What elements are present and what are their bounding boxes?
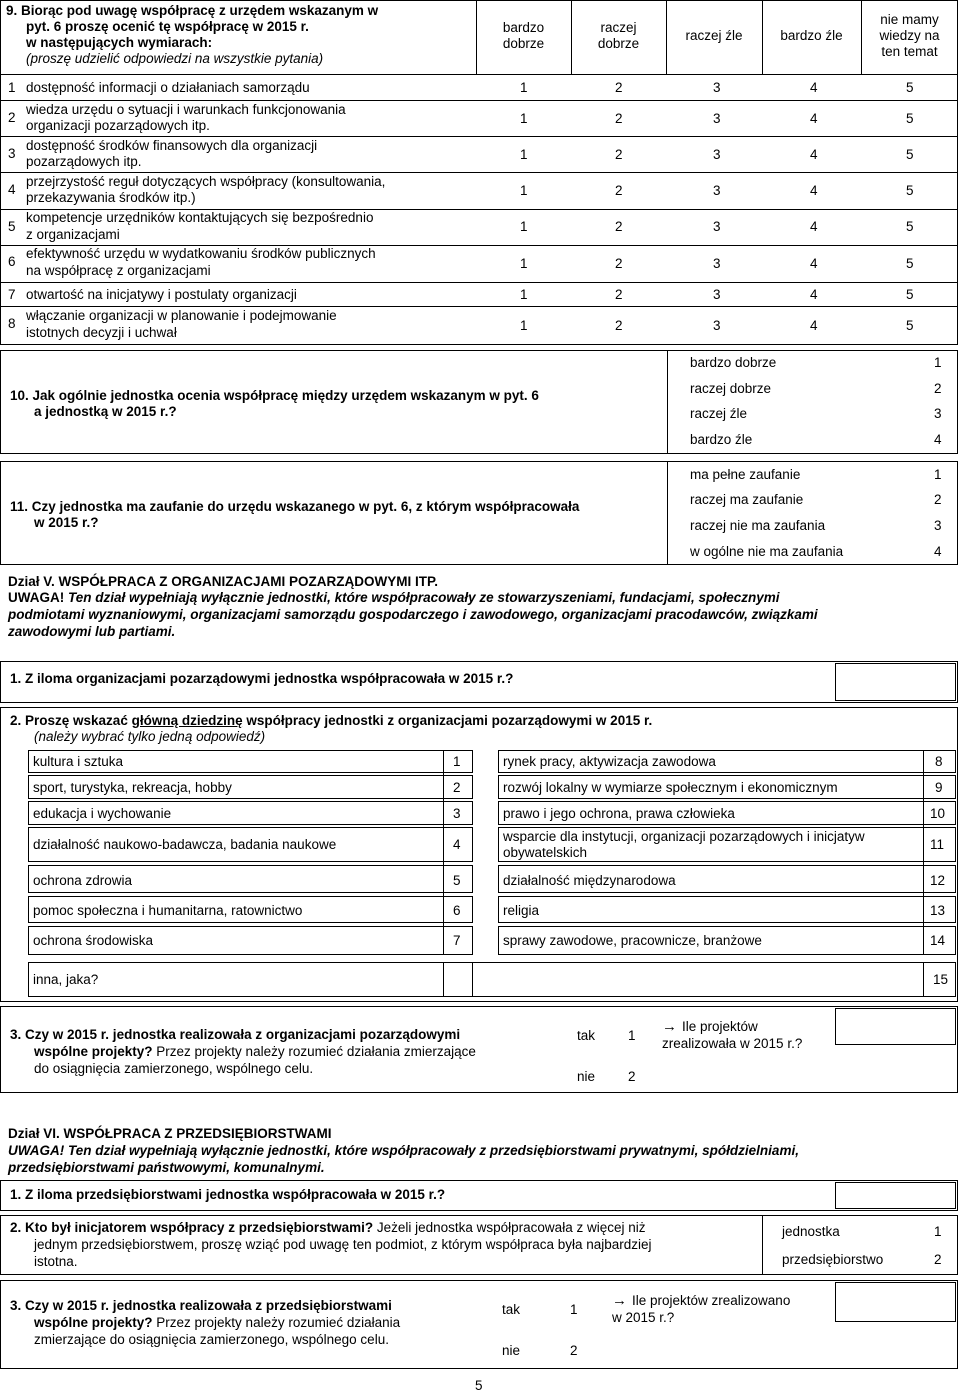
- domain-code[interactable]: 2: [453, 780, 461, 795]
- dzial6-q1-answer-box[interactable]: [835, 1182, 956, 1209]
- scale-2[interactable]: 2: [615, 318, 623, 333]
- dzial6-q3-line1: 3. Czy w 2015 r. jednostka realizowała z przedsiębiorstwami: [10, 1298, 392, 1313]
- domain-label: rozwój lokalny w wymiarze społecznym i ekonomicznym: [503, 780, 838, 795]
- scale-5[interactable]: 5: [906, 147, 914, 162]
- q2-bold: 2. Kto był inicjatorem współpracy z przedsiębiorstwami?: [10, 1220, 374, 1235]
- domain-label: działalność międzynarodowa: [503, 873, 676, 888]
- scale-4[interactable]: 4: [810, 111, 818, 126]
- row-label: otwartość na inicjatywy i postulaty organizacji: [26, 287, 297, 302]
- q9-title-line3: w następujących wymiarach:: [26, 35, 213, 50]
- arrow-icon: →: [612, 1292, 627, 1309]
- scale-2[interactable]: 2: [615, 111, 623, 126]
- dzial6-q3-line3: zmierzające do osiągnięcia zamierzonego, wspólnego celu.: [34, 1332, 389, 1347]
- domain-label: prawo i jego ochrona, prawa człowieka: [503, 806, 735, 821]
- scale-2[interactable]: 2: [615, 219, 623, 234]
- dzial5-uwaga-line3: zawodowymi lub partiami.: [8, 624, 176, 639]
- row-number: 7: [8, 287, 16, 302]
- domain-code[interactable]: 6: [453, 903, 461, 918]
- dzial5-title: Dział V. WSPÓŁPRACA Z ORGANIZACJAMI POZARZĄDOWYMI ITP.: [8, 574, 439, 589]
- q11-question-line2: w 2015 r.?: [34, 515, 99, 530]
- q9-header-4: bardzo źle: [780, 28, 843, 43]
- q9-header-1: bardzo dobrze: [502, 20, 545, 51]
- domain-label: edukacja i wychowanie: [33, 806, 172, 821]
- row-label-1: kompetencje urzędników kontaktujących się bezpośrednio: [26, 210, 374, 225]
- option-code[interactable]: 3: [934, 406, 942, 421]
- scale-5[interactable]: 5: [906, 219, 914, 234]
- tak-label[interactable]: tak: [502, 1302, 521, 1317]
- list-item[interactable]: [498, 896, 956, 923]
- option-code[interactable]: 1: [934, 1224, 942, 1239]
- dzial6-q3-line2: [34, 1315, 400, 1331]
- scale-1[interactable]: 1: [520, 256, 528, 271]
- scale-5[interactable]: 5: [906, 183, 914, 198]
- domain-code[interactable]: 8: [935, 754, 943, 769]
- ile-projektow-line2: w 2015 r.?: [612, 1310, 675, 1325]
- option-code[interactable]: 1: [934, 355, 942, 370]
- option-code[interactable]: 2: [934, 492, 942, 507]
- row-number: 3: [8, 146, 16, 161]
- ile-projektow-line2: zrealizowała w 2015 r.?: [662, 1036, 803, 1051]
- scale-4[interactable]: 4: [810, 147, 818, 162]
- domain-code[interactable]: 14: [930, 933, 946, 948]
- dzial5-q3-line1: 3. Czy w 2015 r. jednostka realizowała z organizacjami pozarządowymi: [10, 1027, 461, 1042]
- dzial6-q2-line1: [10, 1220, 645, 1236]
- uwaga-label: UWAGA!: [8, 590, 65, 605]
- domain-code[interactable]: 9: [935, 780, 943, 795]
- q11-question-line1: 11. Czy jednostka ma zaufanie do urzędu wskazanego w pyt. 6, z którym współpracowała: [10, 499, 580, 514]
- dzial5-q1-answer-box[interactable]: [835, 663, 956, 701]
- scale-4[interactable]: 4: [810, 80, 818, 95]
- scale-1[interactable]: 1: [520, 318, 528, 333]
- option-label[interactable]: raczej dobrze: [690, 381, 772, 396]
- scale-4[interactable]: 4: [810, 256, 818, 271]
- row-label: dostępność informacji o działaniach samorządu: [26, 80, 310, 95]
- scale-2[interactable]: 2: [615, 183, 623, 198]
- row-number: 1: [8, 80, 16, 95]
- scale-1[interactable]: 1: [520, 287, 528, 302]
- option-code[interactable]: 2: [934, 1252, 942, 1267]
- domain-label: pomoc społeczna i humanitarna, ratownictwo: [33, 903, 303, 918]
- domain-code[interactable]: 11: [930, 837, 945, 852]
- dzial5-q2-title: [10, 713, 652, 729]
- tak-code[interactable]: 1: [570, 1302, 578, 1317]
- scale-4[interactable]: 4: [810, 287, 818, 302]
- domain-label: inna, jaka?: [33, 972, 99, 987]
- domain-label: ochrona zdrowia: [33, 873, 133, 888]
- domain-code[interactable]: 10: [930, 806, 946, 821]
- row-label-2: pozarządowych itp.: [26, 154, 142, 169]
- scale-3[interactable]: 3: [713, 147, 721, 162]
- q3-normal: Przez projekty należy rozumieć działania: [152, 1315, 401, 1330]
- q9-header-2: raczej dobrze: [597, 20, 640, 51]
- row-number: 6: [8, 254, 16, 269]
- scale-1[interactable]: 1: [520, 219, 528, 234]
- q10-question-line1: 10. Jak ogólnie jednostka ocenia współpracę między urzędem wskazanym w pyt. 6: [10, 388, 539, 403]
- row-label-2: na współpracę z organizacjami: [26, 263, 211, 278]
- domain-label-2: obywatelskich: [503, 845, 588, 860]
- domain-label: sport, turystyka, rekreacja, hobby: [33, 780, 232, 795]
- q9-header-5: nie mamy wiedzy na ten temat: [879, 12, 940, 59]
- q9-title-line2: pyt. 6 proszę ocenić tę współpracę w 2015 r.: [26, 19, 309, 34]
- row-label-2: przekazywania środków itp.): [26, 190, 196, 205]
- option-code[interactable]: 2: [934, 381, 942, 396]
- option-label[interactable]: przedsiębiorstwo: [782, 1252, 884, 1267]
- dzial5-uwaga-line2: podmiotami wyznaniowymi, organizacjami samorządu gospodarczego i zawodowego, organizacjami pracodawców, związkami: [8, 607, 818, 622]
- domain-label: wsparcie dla instytucji, organizacji pozarządowych i inicjatyw: [503, 829, 865, 844]
- domain-code[interactable]: 15: [933, 972, 949, 987]
- dzial6-q2-line3: istotna.: [34, 1254, 78, 1269]
- row-label-1: dostępność środków finansowych dla organizacji: [26, 138, 318, 153]
- scale-5[interactable]: 5: [906, 111, 914, 126]
- domain-code[interactable]: 13: [930, 903, 946, 918]
- domain-code[interactable]: 7: [453, 933, 461, 948]
- option-label[interactable]: w ogólne nie ma zaufania: [690, 544, 844, 559]
- domain-code[interactable]: 3: [453, 806, 461, 821]
- row-number: 2: [8, 110, 16, 125]
- row-number: 5: [8, 219, 16, 234]
- tak-code[interactable]: 1: [628, 1028, 636, 1043]
- dzial5-q1: 1. Z iloma organizacjami pozarządowymi jednostka współpracowała w 2015 r.?: [10, 671, 514, 686]
- option-label[interactable]: raczej ma zaufanie: [690, 492, 804, 507]
- row-label-2: organizacji pozarządowych itp.: [26, 118, 210, 133]
- dzial6-uwaga-line2: przedsiębiorstwami państwowymi, komunalnymi.: [8, 1160, 325, 1175]
- scale-1[interactable]: 1: [520, 111, 528, 126]
- scale-5[interactable]: 5: [906, 80, 914, 95]
- domain-code[interactable]: 4: [453, 837, 461, 852]
- scale-4[interactable]: 4: [810, 219, 818, 234]
- q10-question-line2: a jednostką w 2015 r.?: [34, 404, 177, 419]
- domain-code[interactable]: 12: [930, 873, 946, 888]
- q2-pre: 2. Proszę wskazać: [10, 713, 132, 728]
- dzial5-q2-note: (należy wybrać tylko jedną odpowiedź): [34, 729, 266, 744]
- option-label[interactable]: bardzo źle: [690, 432, 753, 447]
- domain-label: ochrona środowiska: [33, 933, 154, 948]
- scale-3[interactable]: 3: [713, 318, 721, 333]
- option-label[interactable]: raczej źle: [690, 406, 748, 421]
- scale-1[interactable]: 1: [520, 183, 528, 198]
- domain-code[interactable]: 1: [453, 754, 461, 769]
- q3-bold: wspólne projekty?: [34, 1044, 153, 1059]
- dzial5-q3-line2: [34, 1044, 476, 1060]
- dzial5-q3-answer-box[interactable]: [835, 1008, 956, 1045]
- row-number: 8: [8, 316, 16, 331]
- scale-3[interactable]: 3: [713, 256, 721, 271]
- scale-3[interactable]: 3: [713, 80, 721, 95]
- scale-3[interactable]: 3: [713, 111, 721, 126]
- q2-normal: Jeżeli jednostka współpracowała z więcej niż: [373, 1220, 646, 1235]
- domain-code[interactable]: 5: [453, 873, 461, 888]
- ile-projektow-line1: Ile projektów zrealizowano: [632, 1293, 791, 1308]
- row-label-1: przejrzystość reguł dotyczących współpracy (konsultowania,: [26, 174, 386, 189]
- scale-3[interactable]: 3: [713, 287, 721, 302]
- dzial6-title: Dział VI. WSPÓŁPRACA Z PRZEDSIĘBIORSTWAMI: [8, 1126, 332, 1141]
- domain-label: działalność naukowo-badawcza, badania naukowe: [33, 837, 337, 852]
- option-label[interactable]: raczej nie ma zaufania: [690, 518, 826, 533]
- q3-bold: wspólne projekty?: [34, 1315, 153, 1330]
- row-label-1: efektywność urzędu w wydatkowaniu środków publicznych: [26, 246, 376, 261]
- uwaga-text: Ten dział wypełniają wyłącznie jednostki, które współpracowały ze stowarzyszeniami, fundacjami, społecznymi: [64, 590, 780, 605]
- option-code[interactable]: 3: [934, 518, 942, 533]
- scale-5[interactable]: 5: [906, 318, 914, 333]
- option-code[interactable]: 4: [934, 544, 942, 559]
- scale-5[interactable]: 5: [906, 256, 914, 271]
- dzial6-q3-answer-box[interactable]: [835, 1282, 956, 1322]
- dzial6-uwaga-line1: UWAGA! Ten dział wypełniają wyłącznie jednostki, które współpracowały z przedsiębiorstwami prywatnymi, spółdzielniami,: [8, 1143, 799, 1158]
- domain-label: kultura i sztuka: [33, 754, 124, 769]
- row-label-1: wiedza urzędu o sytuacji i warunkach funkcjonowania: [26, 102, 346, 117]
- scale-3[interactable]: 3: [713, 219, 721, 234]
- q9-header-3: raczej źle: [685, 28, 743, 43]
- scale-1[interactable]: 1: [520, 80, 528, 95]
- scale-3[interactable]: 3: [713, 183, 721, 198]
- q9-table: [0, 0, 958, 345]
- option-label[interactable]: jednostka: [782, 1224, 840, 1239]
- tak-label[interactable]: tak: [577, 1028, 596, 1043]
- q9-title-line1: 9. Biorąc pod uwagę współpracę z urzędem wskazanym w: [6, 3, 379, 18]
- domain-label: rynek pracy, aktywizacja zawodowa: [503, 754, 716, 769]
- option-label[interactable]: bardzo dobrze: [690, 355, 777, 370]
- other-domain-row[interactable]: [28, 962, 956, 997]
- arrow-icon: →: [662, 1018, 677, 1035]
- scale-4[interactable]: 4: [810, 318, 818, 333]
- row-label-2: istotnych decyzji i uchwał: [26, 325, 177, 340]
- q2-post: współpracy jednostki z organizacjami pozarządowymi w 2015 r.: [242, 713, 653, 728]
- domain-label: religia: [503, 903, 540, 918]
- nie-label[interactable]: nie: [502, 1343, 521, 1358]
- scale-2[interactable]: 2: [615, 80, 623, 95]
- option-code[interactable]: 4: [934, 432, 942, 447]
- page-number: 5: [475, 1378, 483, 1393]
- domain-label: sprawy zawodowe, pracownicze, branżowe: [503, 933, 762, 948]
- row-number: 4: [8, 182, 16, 197]
- scale-4[interactable]: 4: [810, 183, 818, 198]
- scale-2[interactable]: 2: [615, 256, 623, 271]
- dzial5-uwaga: [8, 590, 954, 606]
- q9-title-line4: (proszę udzielić odpowiedzi na wszystkie pytania): [26, 51, 324, 66]
- nie-code[interactable]: 2: [570, 1343, 578, 1358]
- ile-projektow-line1: Ile projektów: [682, 1019, 758, 1034]
- nie-code[interactable]: 2: [628, 1069, 636, 1084]
- q2-underlined: główną dziedzinę: [131, 713, 243, 728]
- row-label-2: z organizacjami: [26, 227, 120, 242]
- scale-1[interactable]: 1: [520, 147, 528, 162]
- nie-label[interactable]: nie: [577, 1069, 596, 1084]
- dzial6-q2-line2: jednym przedsiębiorstwem, proszę wziąć pod uwagę ten podmiot, z którym współpraca była najbardziej: [34, 1237, 652, 1252]
- option-label[interactable]: ma pełne zaufanie: [690, 467, 801, 482]
- scale-2[interactable]: 2: [615, 287, 623, 302]
- row-label-1: włączanie organizacji w planowanie i podejmowanie: [26, 308, 337, 323]
- option-code[interactable]: 1: [934, 467, 942, 482]
- q3-normal: Przez projekty należy rozumieć działania zmierzające: [152, 1044, 476, 1059]
- dzial6-q1: 1. Z iloma przedsiębiorstwami jednostka współpracowała w 2015 r.?: [10, 1187, 446, 1202]
- scale-2[interactable]: 2: [615, 147, 623, 162]
- dzial5-q3-line3: do osiągnięcia zamierzonego, wspólnego celu.: [34, 1061, 314, 1076]
- scale-5[interactable]: 5: [906, 287, 914, 302]
